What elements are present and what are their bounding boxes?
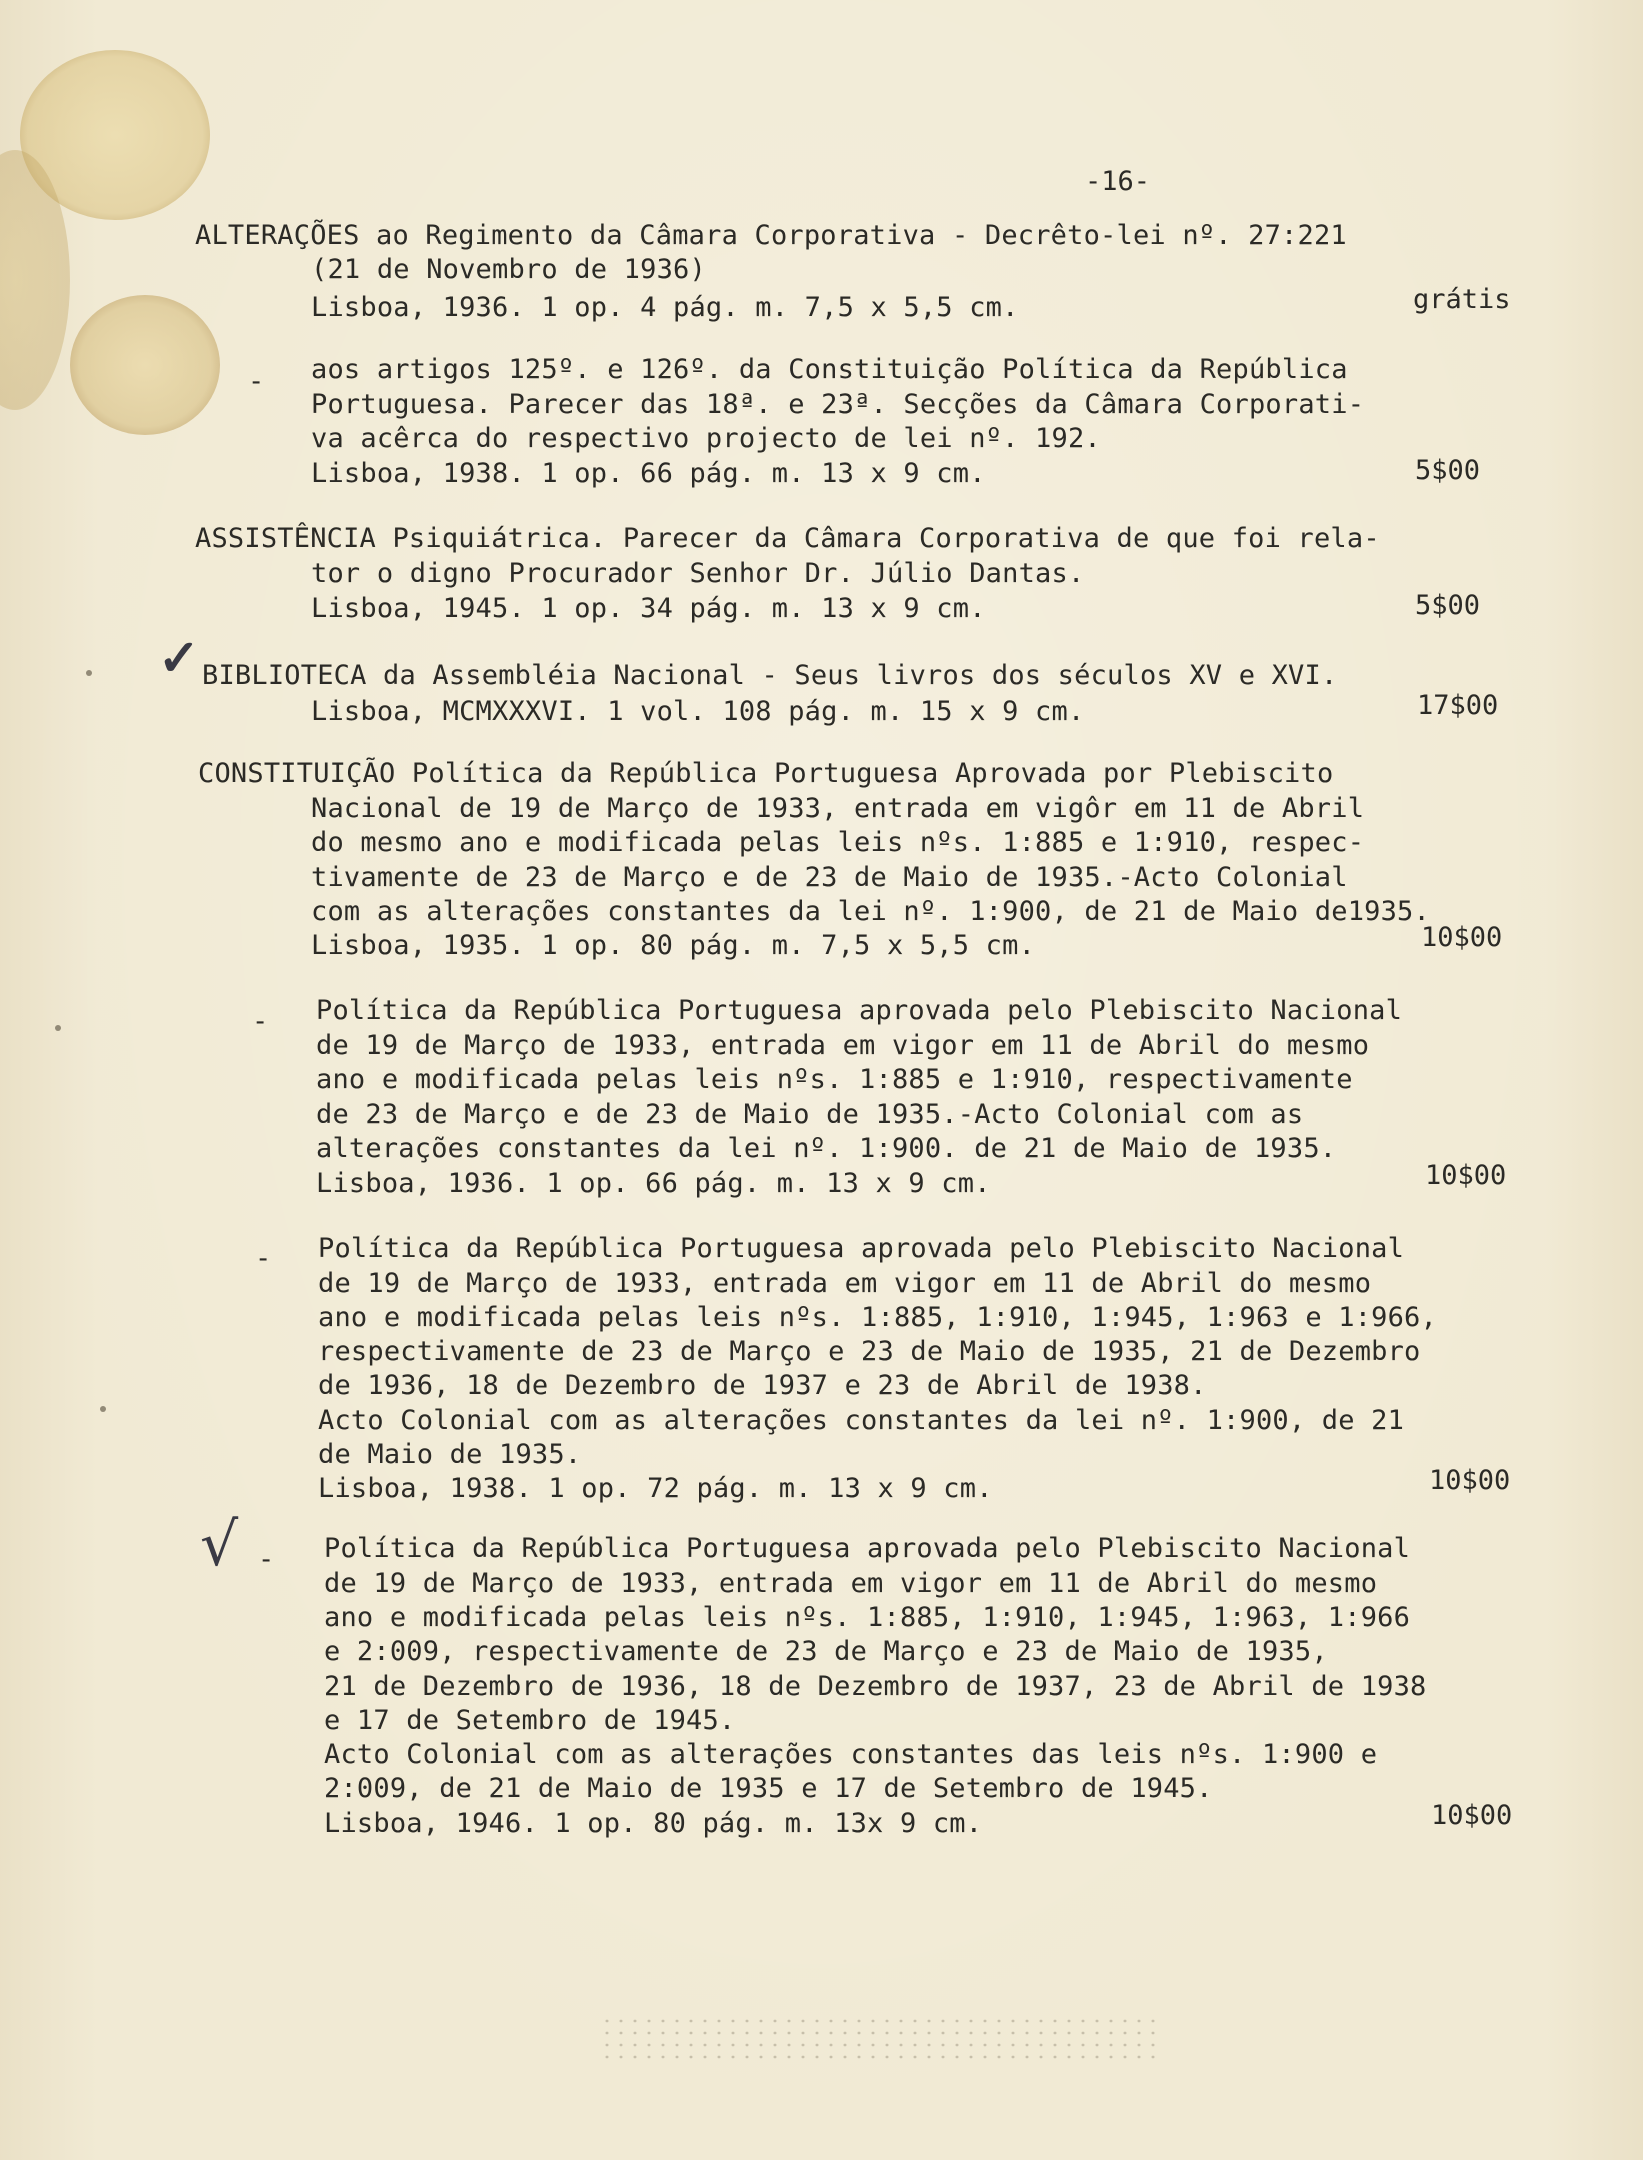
entry-line: de 23 de Março e de 23 de Maio de 1935.-Acto Colonial com as [316,1099,1304,1130]
entry-line: de 1936, 18 de Dezembro de 1937 e 23 de Abril de 1938. [318,1370,1207,1401]
continuation-dash: - [252,1006,269,1037]
entry-line: com as alterações constantes da lei nº. 1:900, de 21 de Maio de1935. [311,896,1430,927]
entry-line: ano e modificada pelas leis nºs. 1:885, 1:910, 1:945, 1:963, 1:966 [324,1602,1411,1633]
entry-line: ano e modificada pelas leis nºs. 1:885 e 1:910, respectivamente [316,1064,1353,1095]
paper-speck [55,1025,61,1031]
entry-line: do mesmo ano e modificada pelas leis nºs. 1:885 e 1:910, respec- [311,827,1365,858]
faint-smudge [600,2015,1160,2065]
price: 10$00 [1429,1465,1511,1496]
entry-line: BIBLIOTECA da Assembléia Nacional - Seus livros dos séculos XV e XVI. [202,660,1338,691]
entry-line: de 19 de Março de 1933, entrada em vigor em 11 de Abril do mesmo [316,1030,1370,1061]
entry-line: Política da República Portuguesa aprovada pelo Plebiscito Nacional [316,995,1403,1026]
entry-line: de 19 de Março de 1933, entrada em vigor em 11 de Abril do mesmo [324,1568,1378,1599]
entry-line: va acêrca do respectivo projecto de lei nº. 192. [311,423,1101,454]
entry-line: Acto Colonial com as alterações constantes da lei nº. 1:900, de 21 [318,1405,1405,1436]
price: 5$00 [1415,455,1481,486]
page-number: -16- [1085,166,1151,197]
entry-line: Lisboa, 1945. 1 op. 34 pág. m. 13 x 9 cm. [311,593,986,624]
entry-line: Portuguesa. Parecer das 18ª. e 23ª. Secções da Câmara Corporati- [311,389,1365,420]
check-mark-icon: ✓ [158,628,200,687]
entry-line: CONSTITUIÇÃO Política da República Portuguesa Aprovada por Plebiscito [198,758,1334,789]
price: 10$00 [1421,922,1503,953]
entry-line: aos artigos 125º. e 126º. da Constituição Política da República [311,354,1348,385]
entry-line: respectivamente de 23 de Março e 23 de Maio de 1935, 21 de Dezembro [318,1336,1421,1367]
entry-line: 21 de Dezembro de 1936, 18 de Dezembro de 1937, 23 de Abril de 1938 [324,1671,1427,1702]
entry-line: Lisboa, MCMXXXVI. 1 vol. 108 pág. m. 15 x 9 cm. [311,696,1085,727]
entry-line: Nacional de 19 de Março de 1933, entrada em vigôr em 11 de Abril [311,793,1365,824]
entry-line: de 19 de Março de 1933, entrada em vigor em 11 de Abril do mesmo [318,1268,1372,1299]
entry-line: (21 de Novembro de 1936) [311,254,706,285]
entry-line: tivamente de 23 de Março e de 23 de Maio de 1935.-Acto Colonial [311,862,1348,893]
entry-line: Lisboa, 1938. 1 op. 66 pág. m. 13 x 9 cm. [311,458,986,489]
entry-line: Política da República Portuguesa aprovada pelo Plebiscito Nacional [318,1233,1405,1264]
entry-line: ASSISTÊNCIA Psiquiátrica. Parecer da Câmara Corporativa de que foi rela- [195,523,1380,554]
continuation-dash: - [255,1243,272,1274]
continuation-dash: - [248,366,265,397]
entry-line: Lisboa, 1936. 1 op. 66 pág. m. 13 x 9 cm. [316,1168,991,1199]
paper-speck [86,670,92,676]
coffee-stain [0,150,70,410]
check-mark-icon: √ [200,1510,239,1580]
entry-line: de Maio de 1935. [318,1439,582,1470]
price: grátis [1413,284,1511,315]
entry-line: alterações constantes da lei nº. 1:900. de 21 de Maio de 1935. [316,1133,1337,1164]
entry-line: e 2:009, respectivamente de 23 de Março e 23 de Maio de 1935, [324,1636,1328,1667]
entry-line: tor o digno Procurador Senhor Dr. Júlio Dantas. [311,558,1085,589]
entry-line: ALTERAÇÕES ao Regimento da Câmara Corporativa - Decrêto-lei nº. 27:221 [195,220,1347,251]
entry-line: Lisboa, 1935. 1 op. 80 pág. m. 7,5 x 5,5 cm. [311,930,1036,961]
entry-line: Lisboa, 1936. 1 op. 4 pág. m. 7,5 x 5,5 cm. [311,292,1019,323]
continuation-dash: - [258,1544,275,1575]
price: 10$00 [1425,1160,1507,1191]
paper-speck [100,1406,106,1412]
price: 17$00 [1417,690,1499,721]
entry-line: 2:009, de 21 de Maio de 1935 e 17 de Setembro de 1945. [324,1773,1213,1804]
coffee-stain [20,50,210,220]
entry-line: Política da República Portuguesa aprovada pelo Plebiscito Nacional [324,1533,1411,1564]
price: 5$00 [1415,590,1481,621]
entry-line: Lisboa, 1938. 1 op. 72 pág. m. 13 x 9 cm. [318,1473,993,1504]
entry-line: Acto Colonial com as alterações constantes das leis nºs. 1:900 e [324,1739,1378,1770]
price: 10$00 [1431,1800,1513,1831]
entry-line: ano e modificada pelas leis nºs. 1:885, 1:910, 1:945, 1:963 e 1:966, [318,1302,1437,1333]
entry-line: Lisboa, 1946. 1 op. 80 pág. m. 13x 9 cm. [324,1808,983,1839]
coffee-stain [70,295,220,435]
entry-line: e 17 de Setembro de 1945. [324,1705,736,1736]
